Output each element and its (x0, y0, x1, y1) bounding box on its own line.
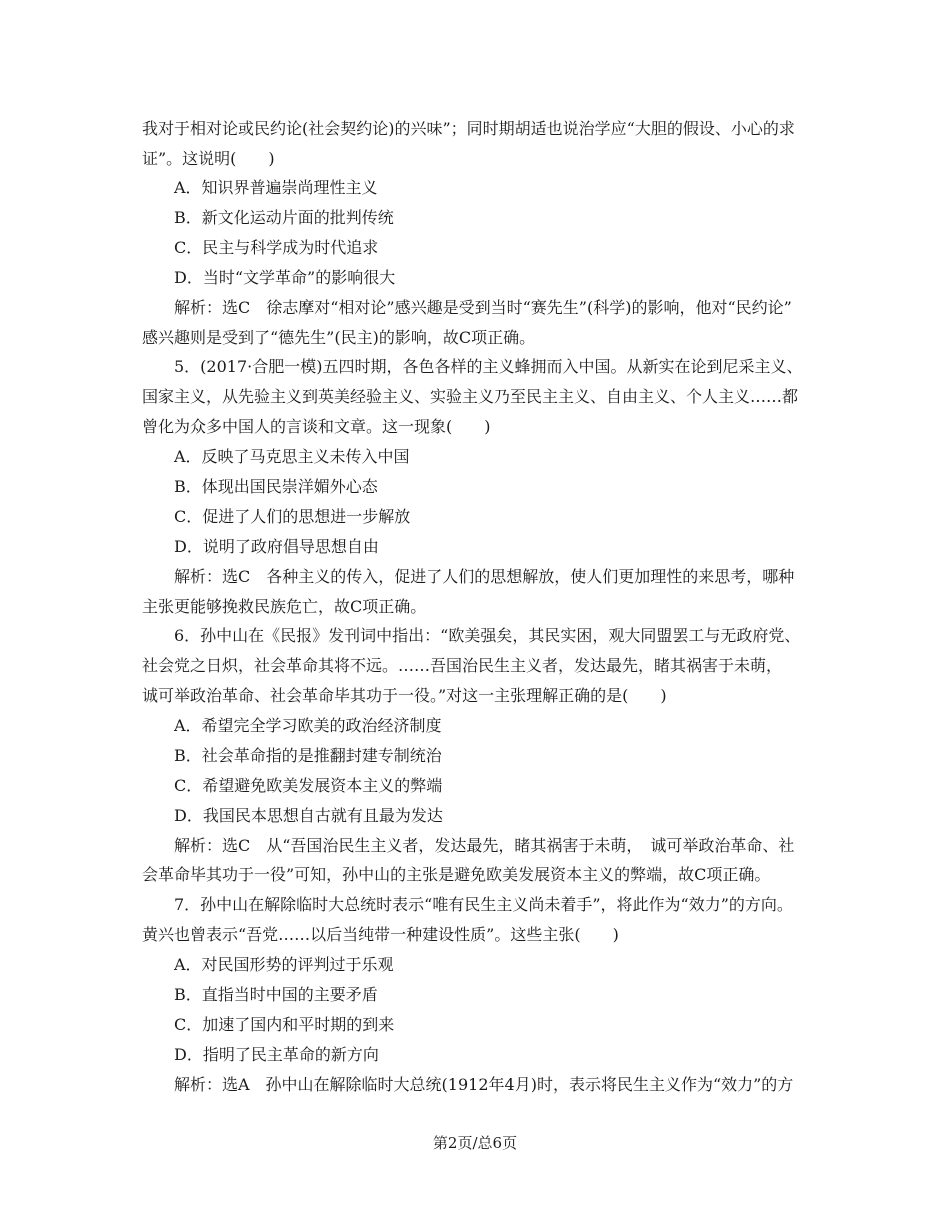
question-line: 7．孙中山在解除临时大总统时表示“唯有民生主义尚未着手”，将此作为“效力”的方向。 (174, 895, 793, 914)
analysis-line: 主张更能够挽救民族危亡，故C项正确。 (142, 597, 427, 616)
analysis-line: 解析：选C 各种主义的传入，促进了人们的思想解放，使人们更加理性的来思考，哪种 (174, 567, 795, 586)
text-line: 我对于相对论或民约论(社会契约论)的兴味”；同时期胡适也说治学应“大胆的假设、小心的求 (142, 119, 795, 138)
option-line: B．体现出国民崇洋媚外心态 (174, 477, 378, 496)
question-line: 国家主义，从先验主义到英美经验主义、实验主义乃至民主主义、自由主义、个人主义……都 (142, 387, 799, 406)
option-line: A．希望完全学习欧美的政治经济制度 (174, 716, 442, 735)
option-line: B．社会革命指的是推翻封建专制统治 (174, 746, 442, 765)
option-line: B．新文化运动片面的批判传统 (174, 208, 394, 227)
option-line: A．知识界普遍崇尚理性主义 (174, 178, 378, 197)
option-line: C．加速了国内和平时期的到来 (174, 1015, 395, 1034)
option-line: D．我国民本思想自古就有且最为发达 (174, 806, 443, 825)
option-line: C．促进了人们的思想进一步解放 (174, 507, 411, 526)
question-line: 社会党之日炽，社会革命其将不远。……吾国治民生主义者，发达最先，睹其祸害于未萌， (142, 656, 783, 675)
question-line: 5．(2017·合肥一模)五四时期，各色各样的主义蜂拥而入中国。从新实在论到尼采主义、 (174, 357, 803, 376)
option-line: C．希望避免欧美发展资本主义的弊端 (174, 776, 443, 795)
option-line: D．说明了政府倡导思想自由 (174, 537, 379, 556)
analysis-line: 解析：选C 徐志摩对“相对论”感兴趣是受到当时“赛先生”(科学)的影响，他对“民约论” (174, 298, 792, 317)
option-line: A．对民国形势的评判过于乐观 (174, 955, 394, 974)
option-line: D．当时“文学革命”的影响很大 (174, 268, 396, 287)
option-line: B．直指当时中国的主要矛盾 (174, 985, 378, 1004)
question-line: 6．孙中山在《民报》发刊词中指出：“欧美强矣，其民实困，观大同盟罢工与无政府党、 (174, 626, 801, 645)
analysis-line: 解析：选C 从“吾国治民生主义者，发达最先，睹其祸害于未萌， 诚可举政治革命、社 (174, 836, 795, 855)
analysis-line: 感兴趣则是受到了“德先生”(民主)的影响，故C项正确。 (142, 328, 536, 347)
option-line: A．反映了马克思主义未传入中国 (174, 447, 410, 466)
analysis-line: 会革命毕其功于一役”可知，孙中山的主张是避免欧美发展资本主义的弊端，故C项正确。 (142, 865, 771, 884)
option-line: C．民主与科学成为时代追求 (174, 238, 379, 257)
question-line: 曾化为众多中国人的言谈和文章。这一现象( ) (142, 417, 491, 436)
text-line: 证”。这说明( ) (142, 149, 275, 168)
question-line: 诚可举政治革命、社会革命毕其功于一役。”对这一主张理解正确的是( ) (142, 686, 667, 705)
analysis-line: 解析：选A 孙中山在解除临时大总统(1912年4月)时，表示将民生主义作为“效力”的方 (174, 1075, 794, 1094)
page-footer: 第2页/总6页 (432, 1134, 518, 1152)
question-line: 黄兴也曾表示“吾党……以后当纯带一种建设性质”。这些主张( ) (142, 925, 619, 944)
option-line: D．指明了民主革命的新方向 (174, 1045, 379, 1064)
